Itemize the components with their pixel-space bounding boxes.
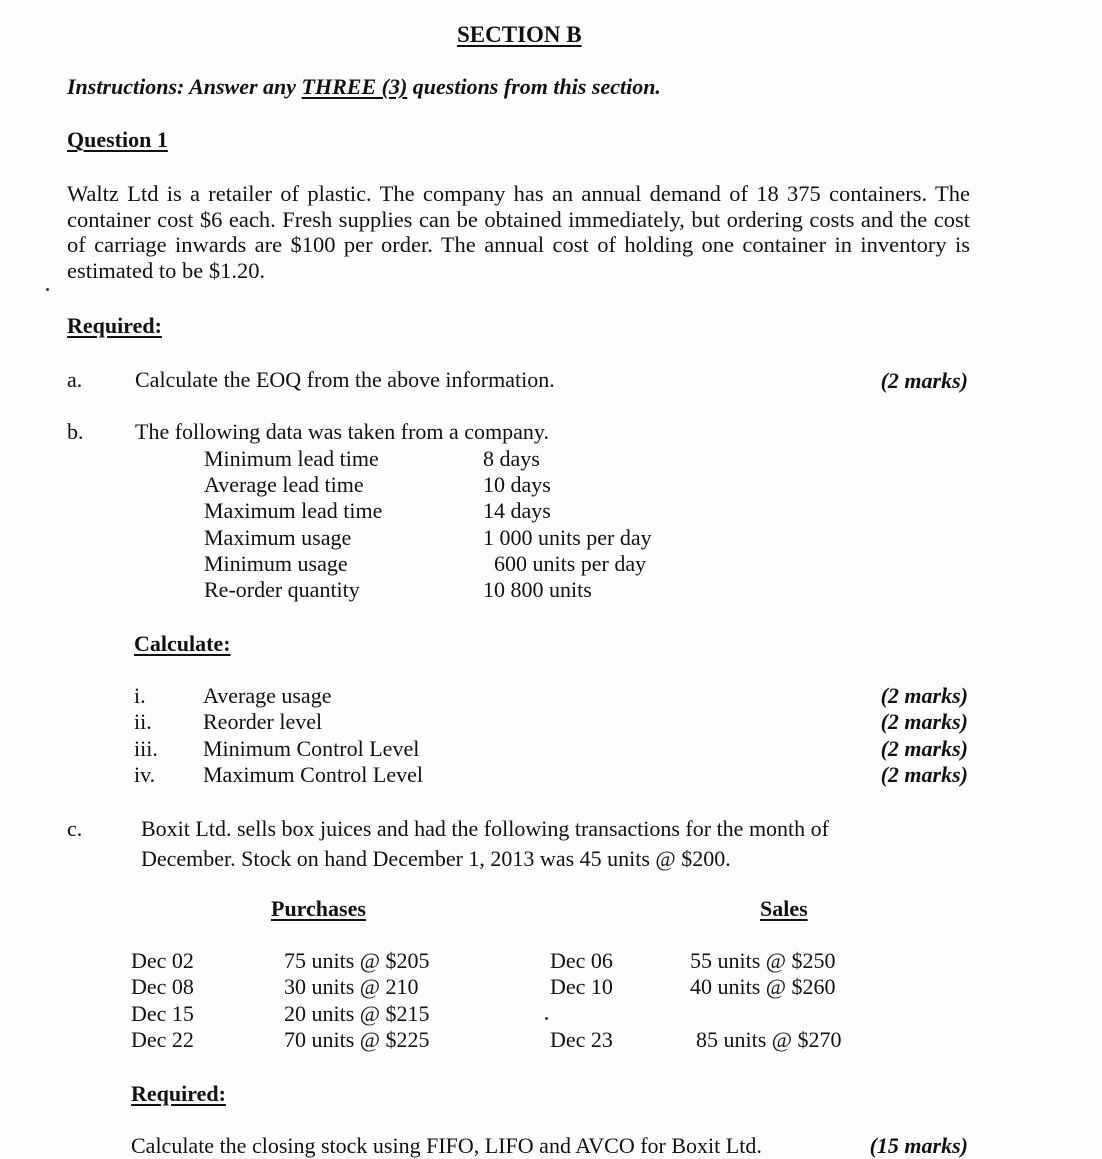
data-value: 10 800 units bbox=[483, 577, 592, 602]
data-value: 10 days bbox=[483, 472, 551, 497]
sale-date: Dec 06 bbox=[550, 948, 613, 973]
purchase-date: Dec 15 bbox=[131, 1001, 194, 1026]
stray-dot bbox=[545, 1017, 548, 1020]
intro-line: estimated to be $1.20. bbox=[67, 257, 266, 283]
subitem-text: Maximum Control Level bbox=[203, 762, 423, 787]
purchase-detail: 70 units @ $225 bbox=[284, 1027, 430, 1052]
part-b-text: The following data was taken from a company. bbox=[135, 419, 549, 444]
sale-date: Dec 23 bbox=[550, 1027, 613, 1052]
subitem-number: iii. bbox=[134, 736, 158, 761]
subitem-marks: (2 marks) bbox=[880, 683, 968, 708]
sales-header: Sales bbox=[760, 896, 808, 921]
part-c-required-label: Required: bbox=[131, 1081, 226, 1106]
data-value: 600 units per day bbox=[494, 551, 647, 576]
purchase-detail: 20 units @ $215 bbox=[284, 1001, 430, 1026]
stray-dot bbox=[46, 288, 49, 291]
subitem-marks: (2 marks) bbox=[880, 762, 968, 787]
purchase-date: Dec 22 bbox=[131, 1027, 194, 1052]
subitem-number: i. bbox=[134, 683, 146, 708]
calculate-label: Calculate: bbox=[134, 631, 231, 656]
instructions-suffix: questions from this section. bbox=[407, 74, 661, 99]
required-label: Required: bbox=[67, 313, 162, 338]
part-c-task: Calculate the closing stock using FIFO, LIFO and AVCO for Boxit Ltd. bbox=[131, 1133, 762, 1158]
part-b-letter: b. bbox=[67, 419, 84, 444]
question-intro bbox=[67, 181, 970, 283]
part-a-text: Calculate the EOQ from the above information. bbox=[135, 367, 555, 392]
data-label: Re-order quantity bbox=[204, 577, 360, 602]
purchases-header: Purchases bbox=[271, 896, 366, 921]
subitem-text: Average usage bbox=[203, 683, 332, 708]
purchase-date: Dec 02 bbox=[131, 948, 194, 973]
section-title: SECTION B bbox=[457, 22, 582, 47]
part-a-letter: a. bbox=[67, 367, 83, 392]
data-label: Minimum usage bbox=[204, 551, 348, 576]
part-c-text-line: Boxit Ltd. sells box juices and had the following transactions for the month of bbox=[141, 816, 829, 841]
subitem-number: ii. bbox=[134, 709, 152, 734]
data-value: 14 days bbox=[483, 498, 551, 523]
data-label: Maximum lead time bbox=[204, 498, 383, 523]
subitem-marks: (2 marks) bbox=[880, 709, 968, 734]
sale-detail: 55 units @ $250 bbox=[690, 948, 836, 973]
intro-line: container cost $6 each. Fresh supplies can be obtained immediately, but ordering costs and the cost bbox=[67, 206, 970, 232]
purchase-detail: 30 units @ 210 bbox=[284, 974, 419, 999]
subitem-number: iv. bbox=[134, 762, 156, 787]
subitem-text: Reorder level bbox=[203, 709, 323, 734]
part-c-marks: (15 marks) bbox=[869, 1133, 968, 1158]
intro-line: of carriage inwards are $100 per order. The annual cost of holding one container in inventory is bbox=[67, 232, 970, 257]
instructions-emphasis: THREE (3) bbox=[301, 74, 408, 99]
part-c-letter: c. bbox=[67, 816, 83, 841]
part-c-text-line: December. Stock on hand December 1, 2013 was 45 units @ $200. bbox=[141, 846, 731, 871]
data-value: 8 days bbox=[483, 446, 540, 471]
instructions bbox=[67, 74, 661, 100]
data-label: Maximum usage bbox=[204, 525, 352, 550]
data-label: Minimum lead time bbox=[204, 446, 379, 471]
part-a-marks: (2 marks) bbox=[880, 368, 968, 393]
question-title: Question 1 bbox=[67, 127, 168, 152]
instructions-prefix: Instructions: Answer any bbox=[67, 74, 302, 99]
purchase-date: Dec 08 bbox=[131, 974, 194, 999]
sale-detail: 40 units @ $260 bbox=[690, 974, 836, 999]
subitem-text: Minimum Control Level bbox=[203, 736, 420, 761]
sale-detail: 85 units @ $270 bbox=[696, 1027, 842, 1052]
sale-date: Dec 10 bbox=[550, 974, 613, 999]
subitem-marks: (2 marks) bbox=[880, 736, 968, 761]
data-value: 1 000 units per day bbox=[483, 525, 652, 550]
data-label: Average lead time bbox=[204, 472, 364, 497]
purchase-detail: 75 units @ $205 bbox=[284, 948, 430, 973]
intro-line: Waltz Ltd is a retailer of plastic. The company has an annual demand of 18 375 containers. The bbox=[67, 181, 970, 206]
